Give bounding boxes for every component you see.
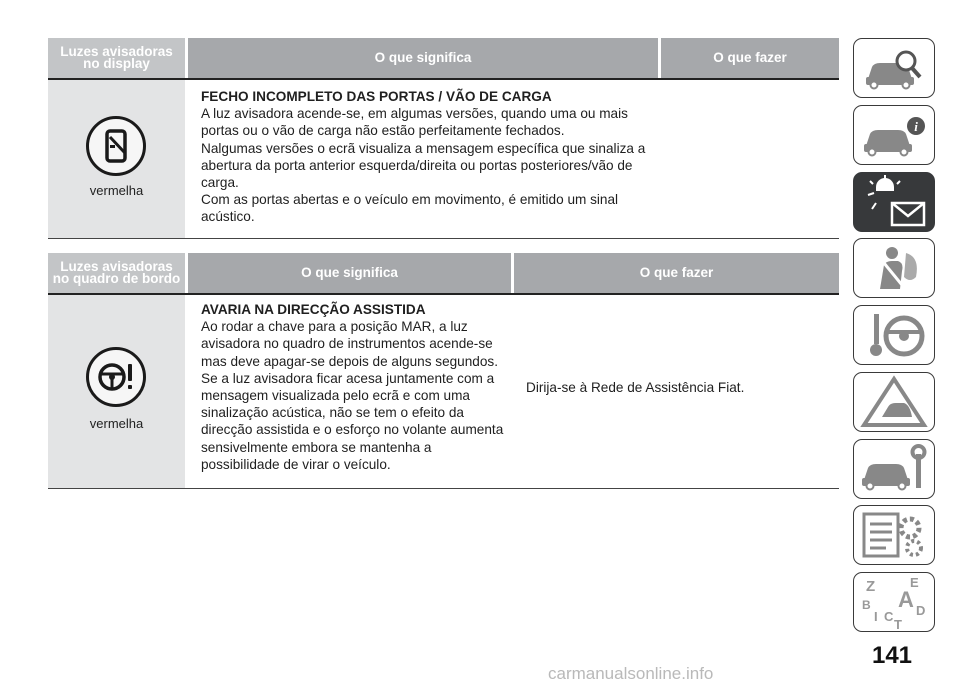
table2-paragraph-1: Ao rodar a chave para a posição MAR, a luz avisadora no quadro de instrumentos acende-se mas deve apagar-se depois de alguns segundos. [201,319,498,369]
sidebar-tab-index[interactable] [853,572,935,632]
power-steering-warning-icon [86,347,146,407]
index-letter: D [916,603,926,618]
watermark: carmanualsonline.info [548,664,714,683]
table1-header-warning-lights [48,38,185,78]
sidebar-tab-maintenance[interactable] [853,439,935,499]
table2-header-meaning: O que significa [188,253,511,293]
table1-meaning-cell [201,88,656,226]
table2-header-line2: no quadro de bordo [52,271,181,286]
table2-bottom-rule [48,488,839,489]
table2-meaning-cell [201,301,513,473]
table2-color-label: vermelha [89,416,144,431]
svg-text:i: i [914,119,918,134]
sidebar-tab-car-info[interactable] [853,105,935,165]
table1-title: FECHO INCOMPLETO DAS PORTAS / VÃO DE CARGA [201,89,552,104]
index-letter: C [884,609,894,624]
seatbelt-airbag-icon [854,239,934,297]
key-steering-wheel-icon [854,306,934,364]
table2-header-line1: Luzes avisadoras [60,259,173,274]
sidebar-tab-technical-data[interactable] [853,505,935,565]
car-wrench-icon [854,440,934,498]
table1-paragraph-2: Nalgumas versões o ecrã visualiza a mensagem específica que sinaliza a abertura da porta anterior esquerda/direita ou portas posteriores/vão de carga. [201,140,646,191]
sidebar-tab-safety[interactable] [853,238,935,298]
page-number: 141 [871,642,913,669]
sidebar-tab-starting-driving[interactable] [853,305,935,365]
table2-header-warning-lights [48,253,185,293]
table1-paragraph-1: A luz avisadora acende-se, em algumas versões, quando uma ou mais portas ou o vão de carga não estão perfeitamente fechados. [201,106,628,139]
table1-color-label: vermelha [89,183,144,198]
table2-action-cell: Dirija-se à Rede de Assistência Fiat. [526,380,745,395]
table1-bottom-rule [48,238,839,239]
table2-paragraph-2: Se a luz avisadora ficar acesa juntamente com a mensagem visualizada pelo ecrã e com uma sinalização acústica, não se tem o efeito da direcção assistida e o esforço no volante aumenta sensivelmente embora se mantenha a possibilidade de virar o veículo. [201,370,504,472]
sidebar-tab-car-search[interactable] [853,38,935,98]
car-search-icon [854,39,934,97]
table1-header-line1: Luzes avisadoras [60,44,173,59]
index-letter: I [874,609,878,624]
table1-header-line2: no display [83,56,150,71]
specs-gears-icon [854,506,934,564]
table2-header-action: O que fazer [514,253,839,293]
table2-title: AVARIA NA DIRECÇÃO ASSISTIDA [201,302,426,317]
index-letter: A [898,587,914,612]
table1-paragraph-3: Com as portas abertas e o veículo em movimento, é emitido um sinal acústico. [201,192,619,225]
warning-light-message-icon [854,173,934,231]
index-letter: T [894,617,902,631]
sidebar-tab-emergency[interactable] [853,372,935,432]
alphabet-index-icon [854,573,934,631]
table1-header-meaning: O que significa [188,38,658,78]
index-letter: B [862,598,871,612]
table1-header-action: O que fazer [661,38,839,78]
sidebar-tab-warning-lights[interactable] [853,172,935,232]
car-info-icon [854,106,934,164]
warning-triangle-icon [854,373,934,431]
index-letter: E [910,575,919,590]
door-open-warning-icon [86,116,146,176]
index-letter: Z [866,578,876,595]
